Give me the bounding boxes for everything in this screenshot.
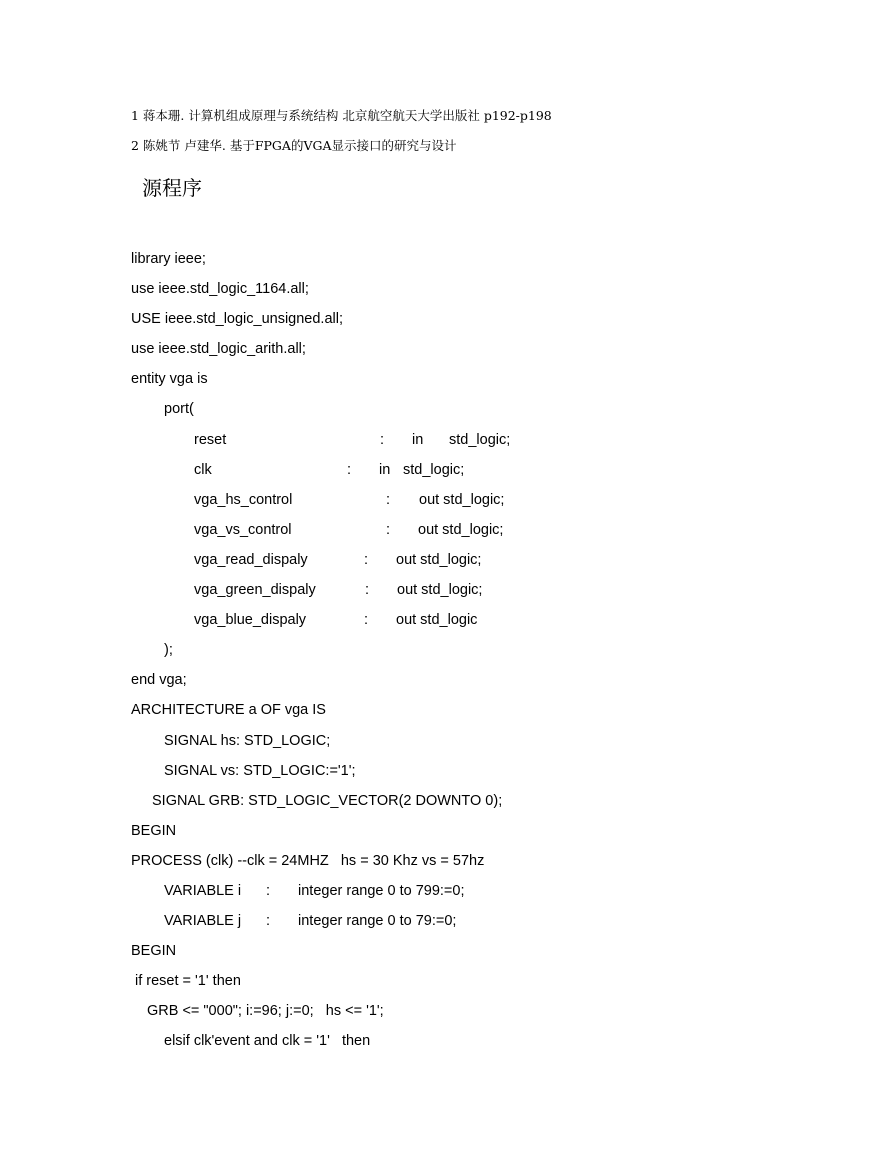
code-token: : <box>266 882 271 899</box>
code-token: USE ieee.std_logic_unsigned.all; <box>131 311 343 328</box>
code-token: SIGNAL GRB: STD_LOGIC_VECTOR(2 DOWNTO 0); <box>152 792 503 809</box>
code-token: out std_logic; <box>419 491 505 508</box>
code-token: use ieee.std_logic_arith.all; <box>131 341 306 358</box>
code-token: out std_logic; <box>396 551 482 568</box>
code-token: vga_hs_control <box>194 491 293 508</box>
code-token: in <box>379 461 391 478</box>
code-token: vga_blue_dispaly <box>194 612 307 629</box>
code-token: GRB <= "000"; i:=96; j:=0; hs <= '1'; <box>147 1003 384 1020</box>
code-token: : <box>266 913 271 930</box>
code-token: integer range 0 to 799:=0; <box>298 882 465 899</box>
code-token: std_logic; <box>449 431 511 448</box>
code-token: out std_logic <box>396 612 478 629</box>
code-token: vga_green_dispaly <box>194 582 316 599</box>
code-token: out std_logic; <box>418 521 504 538</box>
code-token: ); <box>164 642 173 659</box>
code-token: : <box>347 461 352 478</box>
code-token: entity vga is <box>131 371 208 388</box>
code-token: integer range 0 to 79:=0; <box>298 913 457 930</box>
code-token: std_logic; <box>403 461 465 478</box>
code-token: VARIABLE j <box>164 913 242 930</box>
code-token: BEGIN <box>131 943 177 960</box>
reference-2: 2 陈姚节 卢建华. 基于FPGA的VGA显示接口的研究与设计 <box>131 138 457 153</box>
code-token: reset <box>194 431 227 448</box>
code-token: : <box>364 612 369 629</box>
section-heading: 源程序 <box>142 176 202 200</box>
code-token: : <box>364 551 369 568</box>
code-token: library ieee; <box>131 251 206 267</box>
code-token: out std_logic; <box>397 582 483 599</box>
code-token: ARCHITECTURE a OF vga IS <box>131 702 326 719</box>
code-token: port( <box>164 401 194 418</box>
code-token: SIGNAL hs: STD_LOGIC; <box>164 732 331 749</box>
code-token: : <box>386 491 391 508</box>
code-token: : <box>386 521 391 538</box>
code-token: elsif clk'event and clk = '1' then <box>164 1033 371 1050</box>
code-token: PROCESS (clk) --clk = 24MHZ hs = 30 Khz vs = 57hz <box>131 852 485 869</box>
code-token: in <box>412 431 424 448</box>
reference-1: 1 蒋本珊. 计算机组成原理与系统结构 北京航空航天大学出版社 p192-p198 <box>131 108 552 123</box>
code-token: clk <box>194 461 212 478</box>
code-token: : <box>365 582 370 599</box>
code-token: use ieee.std_logic_1164.all; <box>131 281 309 298</box>
code-token: BEGIN <box>131 822 177 839</box>
code-token: : <box>380 431 385 448</box>
code-token: vga_read_dispaly <box>194 551 308 568</box>
code-token: vga_vs_control <box>194 521 292 538</box>
code-token: SIGNAL vs: STD_LOGIC:='1'; <box>164 762 356 779</box>
code-token: if reset = '1' then <box>135 973 241 990</box>
code-token: end vga; <box>131 672 187 689</box>
code-token: VARIABLE i <box>164 882 242 899</box>
